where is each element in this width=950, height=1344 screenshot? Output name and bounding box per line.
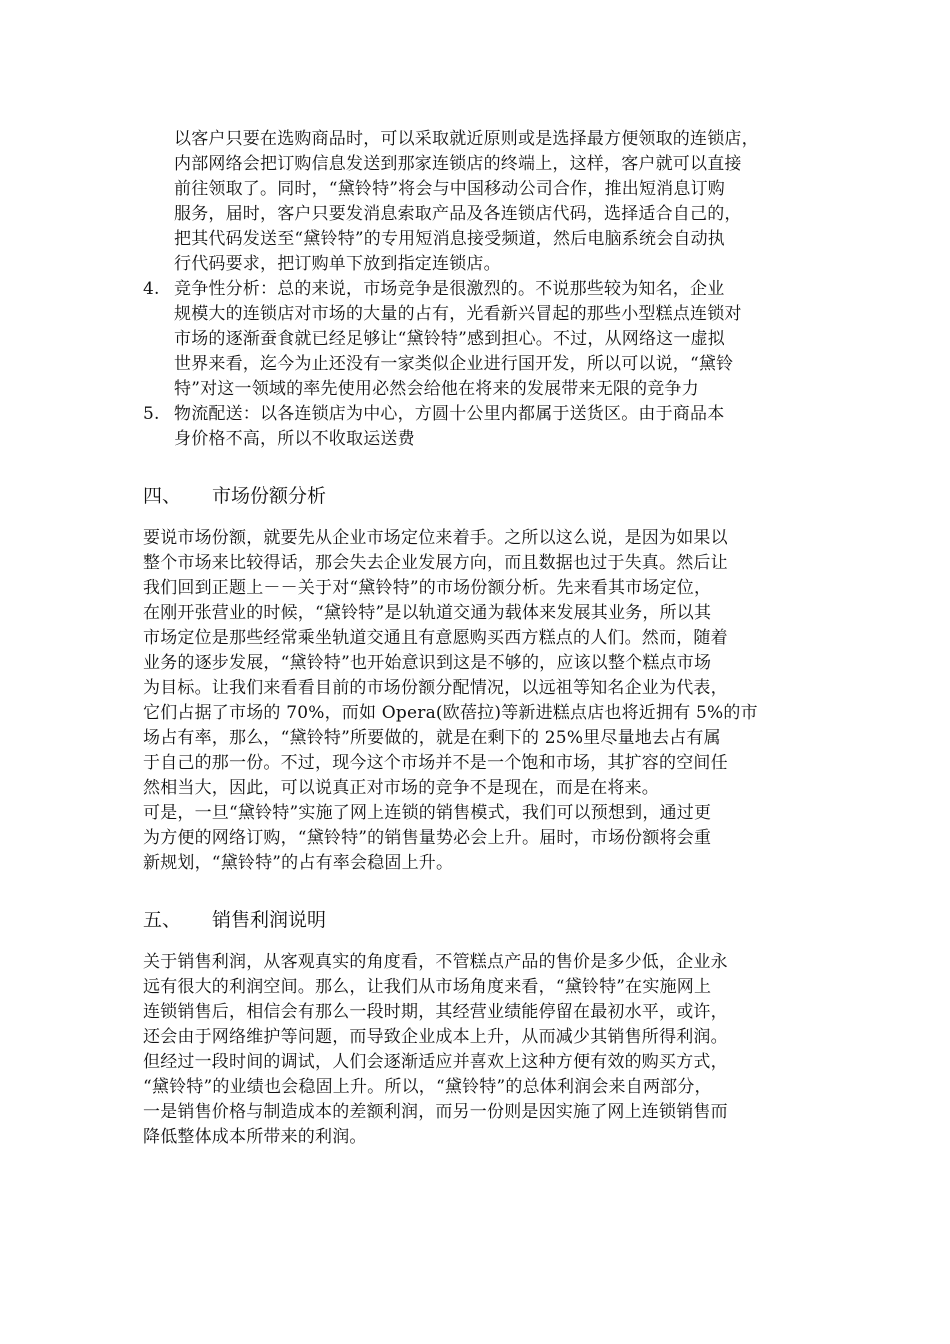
text-line: 把其代码发送至“黛铃特”的专用短消息接受频道，然后电脑系统会自动执 xyxy=(174,229,725,249)
text-line: 市场定位是那些经常乘坐轨道交通且有意愿购买西方糕点的人们。然而，随着 xyxy=(143,628,728,648)
text-line: 于自己的那一份。不过，现今这个市场并不是一个饱和市场，其扩容的空间任 xyxy=(143,753,728,773)
text-line: 行代码要求，把订购单下放到指定连锁店。 xyxy=(174,254,501,274)
section-number: 四、 xyxy=(143,485,182,507)
text-line: “黛铃特”的业绩也会稳固上升。所以，“黛铃特”的总体利润会来自两部分， xyxy=(143,1077,712,1097)
text-line: 要说市场份额，就要先从企业市场定位来着手。之所以这么说，是因为如果以 xyxy=(143,528,728,548)
text-line: 服务，届时，客户只要发消息索取产品及各连锁店代码，选择适合自己的， xyxy=(174,204,742,224)
text-line: 整个市场来比较得话，那会失去企业发展方向，而且数据也过于失真。然后让 xyxy=(143,553,728,573)
text-line: 新规划，“黛铃特”的占有率会稳固上升。 xyxy=(143,853,454,873)
text-line: 还会由于网络维护等问题，而导致企业成本上升，从而减少其销售所得利润。 xyxy=(143,1027,728,1047)
section-title: 市场份额分析 xyxy=(212,485,327,507)
text-line: 远有很大的利润空间。那么，让我们从市场角度来看，“黛铃特”在实施网上 xyxy=(143,977,712,997)
text-line: 连锁销售后，相信会有那么一段时期，其经营业绩能停留在最初水平，或许， xyxy=(143,1002,728,1022)
text-line: 物流配送：以各连锁店为中心，方圆十公里内都属于送货区。由于商品本 xyxy=(174,404,725,424)
text-line: 可是，一旦“黛铃特”实施了网上连锁的销售模式，我们可以预想到，通过更 xyxy=(143,803,712,823)
text-line: 内部网络会把订购信息发送到那家连锁店的终端上，这样，客户就可以直接 xyxy=(174,154,742,174)
text-line: 竞争性分析：总的来说，市场竞争是很激烈的。不说那些较为知名，企业 xyxy=(174,279,725,299)
text-line: 我们回到正题上－－关于对“黛铃特”的市场份额分析。先来看其市场定位， xyxy=(143,578,712,598)
text-line: 为目标。让我们来看看目前的市场份额分配情况，以远祖等知名企业为代表， xyxy=(143,678,728,698)
text-line: 以客户只要在选购商品时，可以采取就近原则或是选择最方便领取的连锁店， xyxy=(174,129,759,149)
list-item-number: 5. xyxy=(143,404,160,424)
text-line: 市场的逐渐蚕食就已经足够让“黛铃特”感到担心。不过，从网络这一虚拟 xyxy=(174,329,725,349)
text-line: 特”对这一领域的率先使用必然会给他在将来的发展带来无限的竞争力 xyxy=(174,379,699,399)
text-line: 为方便的网络订购，“黛铃特”的销售量势必会上升。届时，市场份额将会重 xyxy=(143,828,712,848)
text-line: 它们占据了市场的 70%，而如 Opera(欧蓓拉)等新进糕点店也将近拥有 5%的市 xyxy=(143,703,758,723)
text-line: 世界来看，迄今为止还没有一家类似企业进行国开发，所以可以说，“黛铃 xyxy=(174,354,734,374)
text-line: 关于销售利润，从客观真实的角度看，不管糕点产品的售价是多少低，企业永 xyxy=(143,952,728,972)
text-line: 业务的逐步发展，“黛铃特”也开始意识到这是不够的，应该以整个糕点市场 xyxy=(143,653,712,673)
text-line: 场占有率，那么，“黛铃特”所要做的，就是在剩下的 25%里尽量地去占有属 xyxy=(143,728,721,748)
text-line: 然相当大，因此，可以说真正对市场的竞争不是现在，而是在将来。 xyxy=(143,778,659,798)
section-number: 五、 xyxy=(143,909,182,931)
text-line: 在刚开张营业的时候，“黛铃特”是以轨道交通为载体来发展其业务，所以其 xyxy=(143,603,712,623)
text-line: 前往领取了。同时，“黛铃特”将会与中国移动公司合作，推出短消息订购 xyxy=(174,179,725,199)
text-line: 一是销售价格与制造成本的差额利润，而另一份则是因实施了网上连锁销售而 xyxy=(143,1102,728,1122)
list-item-number: 4. xyxy=(143,279,160,299)
text-line: 规模大的连锁店对市场的大量的占有，光看新兴冒起的那些小型糕点连锁对 xyxy=(174,304,742,324)
text-line: 但经过一段时间的调试，人们会逐渐适应并喜欢上这种方便有效的购买方式， xyxy=(143,1052,728,1072)
text-line: 降低整体成本所带来的利润。 xyxy=(143,1127,367,1147)
section-title: 销售利润说明 xyxy=(212,909,327,931)
text-line: 身价格不高，所以不收取运送费 xyxy=(174,429,415,449)
